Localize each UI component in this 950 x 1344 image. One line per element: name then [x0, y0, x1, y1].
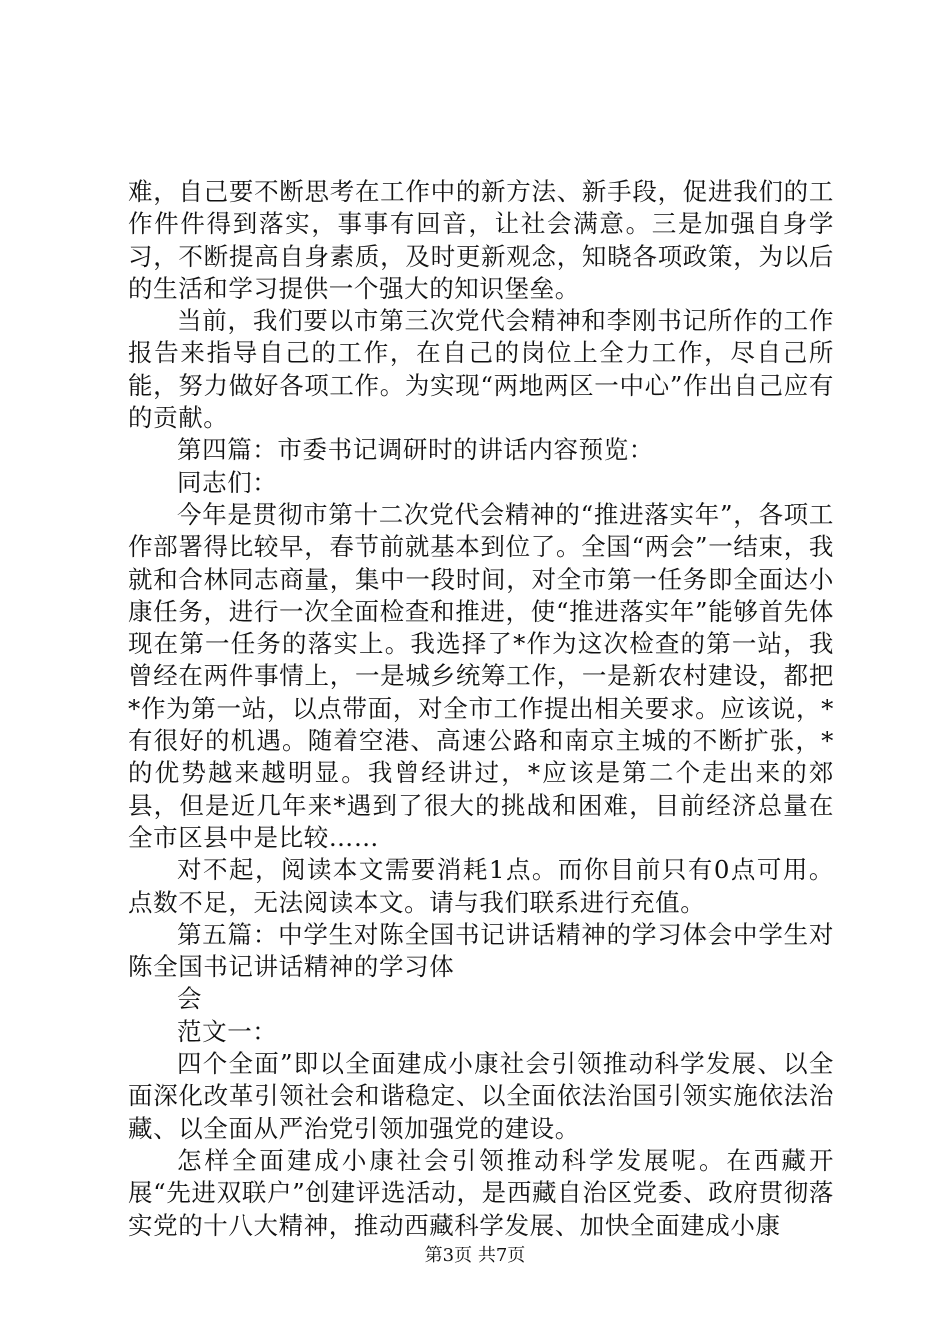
paragraph-3: 今年是贯彻市第十二次党代会精神的“推进落实年”，各项工作部署得比较早，春节前就基本到位了。全国“两会”一结束，我就和合林同志商量，集中一段时间，对全市第一任务即全面达小康任务，进行一次全面检查和推进，使“推进落实年”能够首先体现在第一任务的落实上。我选择了*作为这次检查的第一站，我曾经在两件事情上，一是城乡统筹工作，一是新农村建设，都把*作为第一站，以点带面，对全市工作提出相关要求。应该说，*有很好的机遇。随着空港、高速公路和南京主城的不断扩张，*的优势越来越明显。我曾经讲过，*应该是第二个走出来的郊县，但是近几年来*遇到了很大的挑战和困难，目前经济总量在全市区县中是比较…… — [128, 499, 834, 852]
paywall-notice: 对不起，阅读本文需要消耗1点。而你目前只有0点可用。点数不足，无法阅读本文。请与我们联系进行充值。 — [128, 855, 834, 917]
salutation: 同志们： — [177, 467, 278, 497]
paragraph-2: 当前，我们要以市第三次党代会精神和李刚书记所作的工作报告来指导自己的工作，在自己的岗位上全力工作，尽自己所能，努力做好各项工作。为实现“两地两区一中心”作出自己应有的贡献。 — [128, 306, 834, 433]
page-footer: 第3页 共7页 — [424, 1245, 526, 1266]
section-heading-5: 第五篇：中学生对陈全国书记讲话精神的学习体会中学生对陈全国书记讲话精神的学习体 — [128, 919, 834, 982]
section-heading-4: 第四篇：市委书记调研时的讲话内容预览： — [177, 435, 654, 465]
paragraph-1: 难，自己要不断思考在工作中的新方法、新手段，促进我们的工作件件得到落实，事事有回音，让社会满意。三是加强自身学习，不断提高自身素质，及时更新观念，知晓各项政策，为以后的生活和学习提供一个强大的知识堡垒。 — [128, 177, 834, 303]
sample-heading: 范文一： — [177, 1016, 278, 1046]
section-heading-5-tail: 会 — [177, 984, 203, 1014]
document-body — [128, 176, 834, 1242]
paragraph-5: 怎样全面建成小康社会引领推动科学发展呢。在西藏开展“先进双联户”创建评选活动，是西藏自治区党委、政府贯彻落实党的十八大精神，推动西藏科学发展、加快全面建成小康 — [128, 1145, 834, 1240]
paragraph-4: 四个全面”即以全面建成小康社会引领推动科学发展、以全面深化改革引领社会和谐稳定、以全面依法治国引领实施依法治藏、以全面从严治党引领加强党的建设。 — [128, 1049, 834, 1143]
